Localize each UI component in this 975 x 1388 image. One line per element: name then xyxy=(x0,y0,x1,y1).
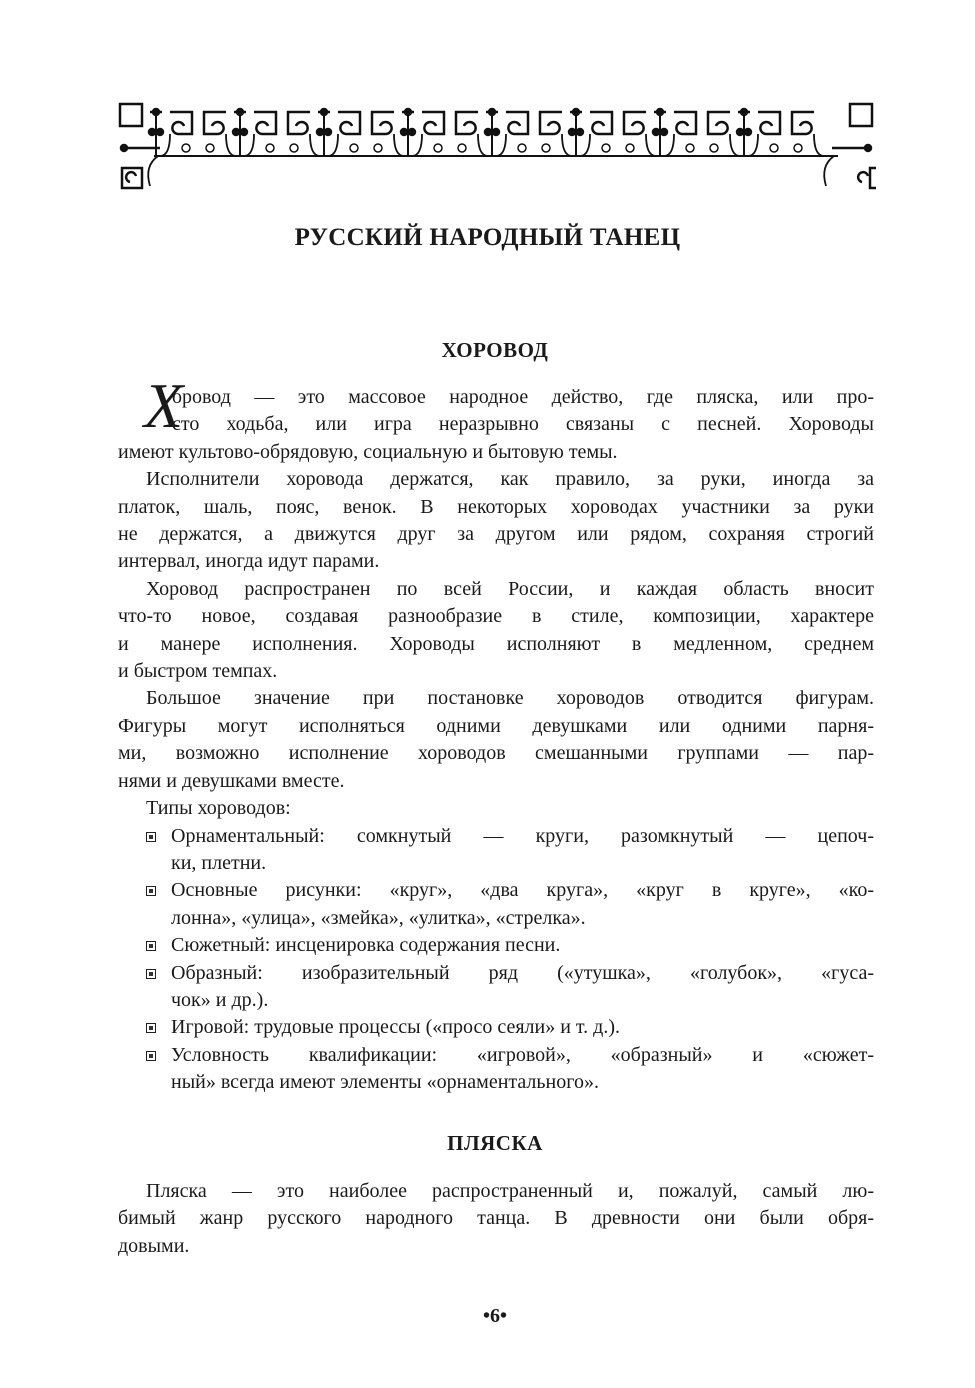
decorative-border-ornament-icon xyxy=(116,98,876,194)
text-line: Орнаментальный: сомкнутый — круги, разомкнутый — цепоч- xyxy=(171,824,874,847)
text-line: бимый жанр русского народного танца. В древности они были обря- xyxy=(118,1207,874,1230)
section-heading-khorovod: ХОРОВОД xyxy=(441,338,549,362)
text-line: и манере исполнения. Хороводы исполняют в медленном, среднем xyxy=(118,632,874,655)
text-line: нями и девушками вместе. xyxy=(118,769,345,792)
text-line: интервал, иногда идут парами. xyxy=(118,550,380,573)
text-line: Образный: изобразительный ряд («утушка», «голубок», «гуса- xyxy=(171,961,874,984)
square-bullet-icon xyxy=(146,969,156,979)
paragraph xyxy=(118,370,874,466)
list-item xyxy=(118,1042,874,1097)
text-line: платок, шаль, пояс, венок. В некоторых хороводах участники за руки xyxy=(118,495,874,518)
section-heading-plyaska: ПЛЯСКА xyxy=(447,1131,543,1155)
text-line: ми, возможно исполнение хороводов смешанными группами — пар- xyxy=(118,742,874,765)
text-line: Пляска — это наиболее распространенный и, пожалуй, самый лю- xyxy=(146,1180,874,1202)
paragraph xyxy=(118,685,874,795)
paragraph xyxy=(118,576,874,686)
text-line: Сюжетный: инсценировка содержания песни. xyxy=(171,934,561,957)
types-list xyxy=(118,823,874,1097)
text-line: лонна», «улица», «змейка», «улитка», «стрелка». xyxy=(171,906,586,929)
square-bullet-icon xyxy=(146,1023,156,1033)
text-line: не держатся, а движутся друг за другом или рядом, сохраняя строгий xyxy=(118,523,874,546)
square-bullet-icon xyxy=(146,941,156,951)
list-item xyxy=(118,1014,874,1041)
text-line: сто ходьба, или игра неразрывно связаны с песней. Хороводы xyxy=(172,413,874,436)
text-line: Хоровод распространен по всей России, и каждая область вносит xyxy=(146,577,874,600)
text-line: Фигуры могут исполняться одними девушками или одними парня- xyxy=(118,714,874,737)
text-line: что-то новое, создавая разнообразие в стиле, композиции, характере xyxy=(118,605,874,628)
text-line: оровод — это массовое народное действо, где пляска, или про- xyxy=(172,386,874,408)
section-khorovod-body xyxy=(118,370,874,1097)
list-item xyxy=(118,960,874,1015)
square-bullet-icon xyxy=(146,832,156,842)
section-plyaska-body xyxy=(118,1178,874,1260)
text-line: Основные рисунки: «круг», «два круга», «круг в круге», «ко- xyxy=(171,879,874,902)
text-line: имеют культово-обрядовую, социальную и бытовую темы. xyxy=(118,440,618,463)
text-line: и быстром темпах. xyxy=(118,660,278,683)
text-line: Исполнители хоровода держатся, как правило, за руки, иногда за xyxy=(146,468,874,491)
list-item xyxy=(118,877,874,932)
list-item xyxy=(118,823,874,878)
text-line: Большое значение при постановке хороводов отводится фигурам. xyxy=(146,687,874,710)
types-label: Типы хороводов: xyxy=(146,797,291,820)
text-line: чок» и др.). xyxy=(171,988,269,1011)
text-line: Игровой: трудовые процессы («просо сеяли» и т. д.). xyxy=(171,1016,620,1039)
page-number: •6• xyxy=(482,1305,507,1327)
text-line: ки, плетни. xyxy=(171,851,267,874)
paragraph xyxy=(118,466,874,576)
page-title: РУССКИЙ НАРОДНЫЙ ТАНЕЦ xyxy=(294,224,681,251)
square-bullet-icon xyxy=(146,1051,156,1061)
square-bullet-icon xyxy=(146,886,156,896)
text-line: ный» всегда имеют элементы «орнаментального». xyxy=(171,1071,599,1094)
text-line: довыми. xyxy=(118,1234,190,1257)
list-item xyxy=(118,932,874,959)
text-line: Условность квалификации: «игровой», «образный» и «сюжет- xyxy=(171,1043,874,1066)
drop-cap: Х xyxy=(144,370,184,441)
paragraph xyxy=(118,1178,874,1260)
